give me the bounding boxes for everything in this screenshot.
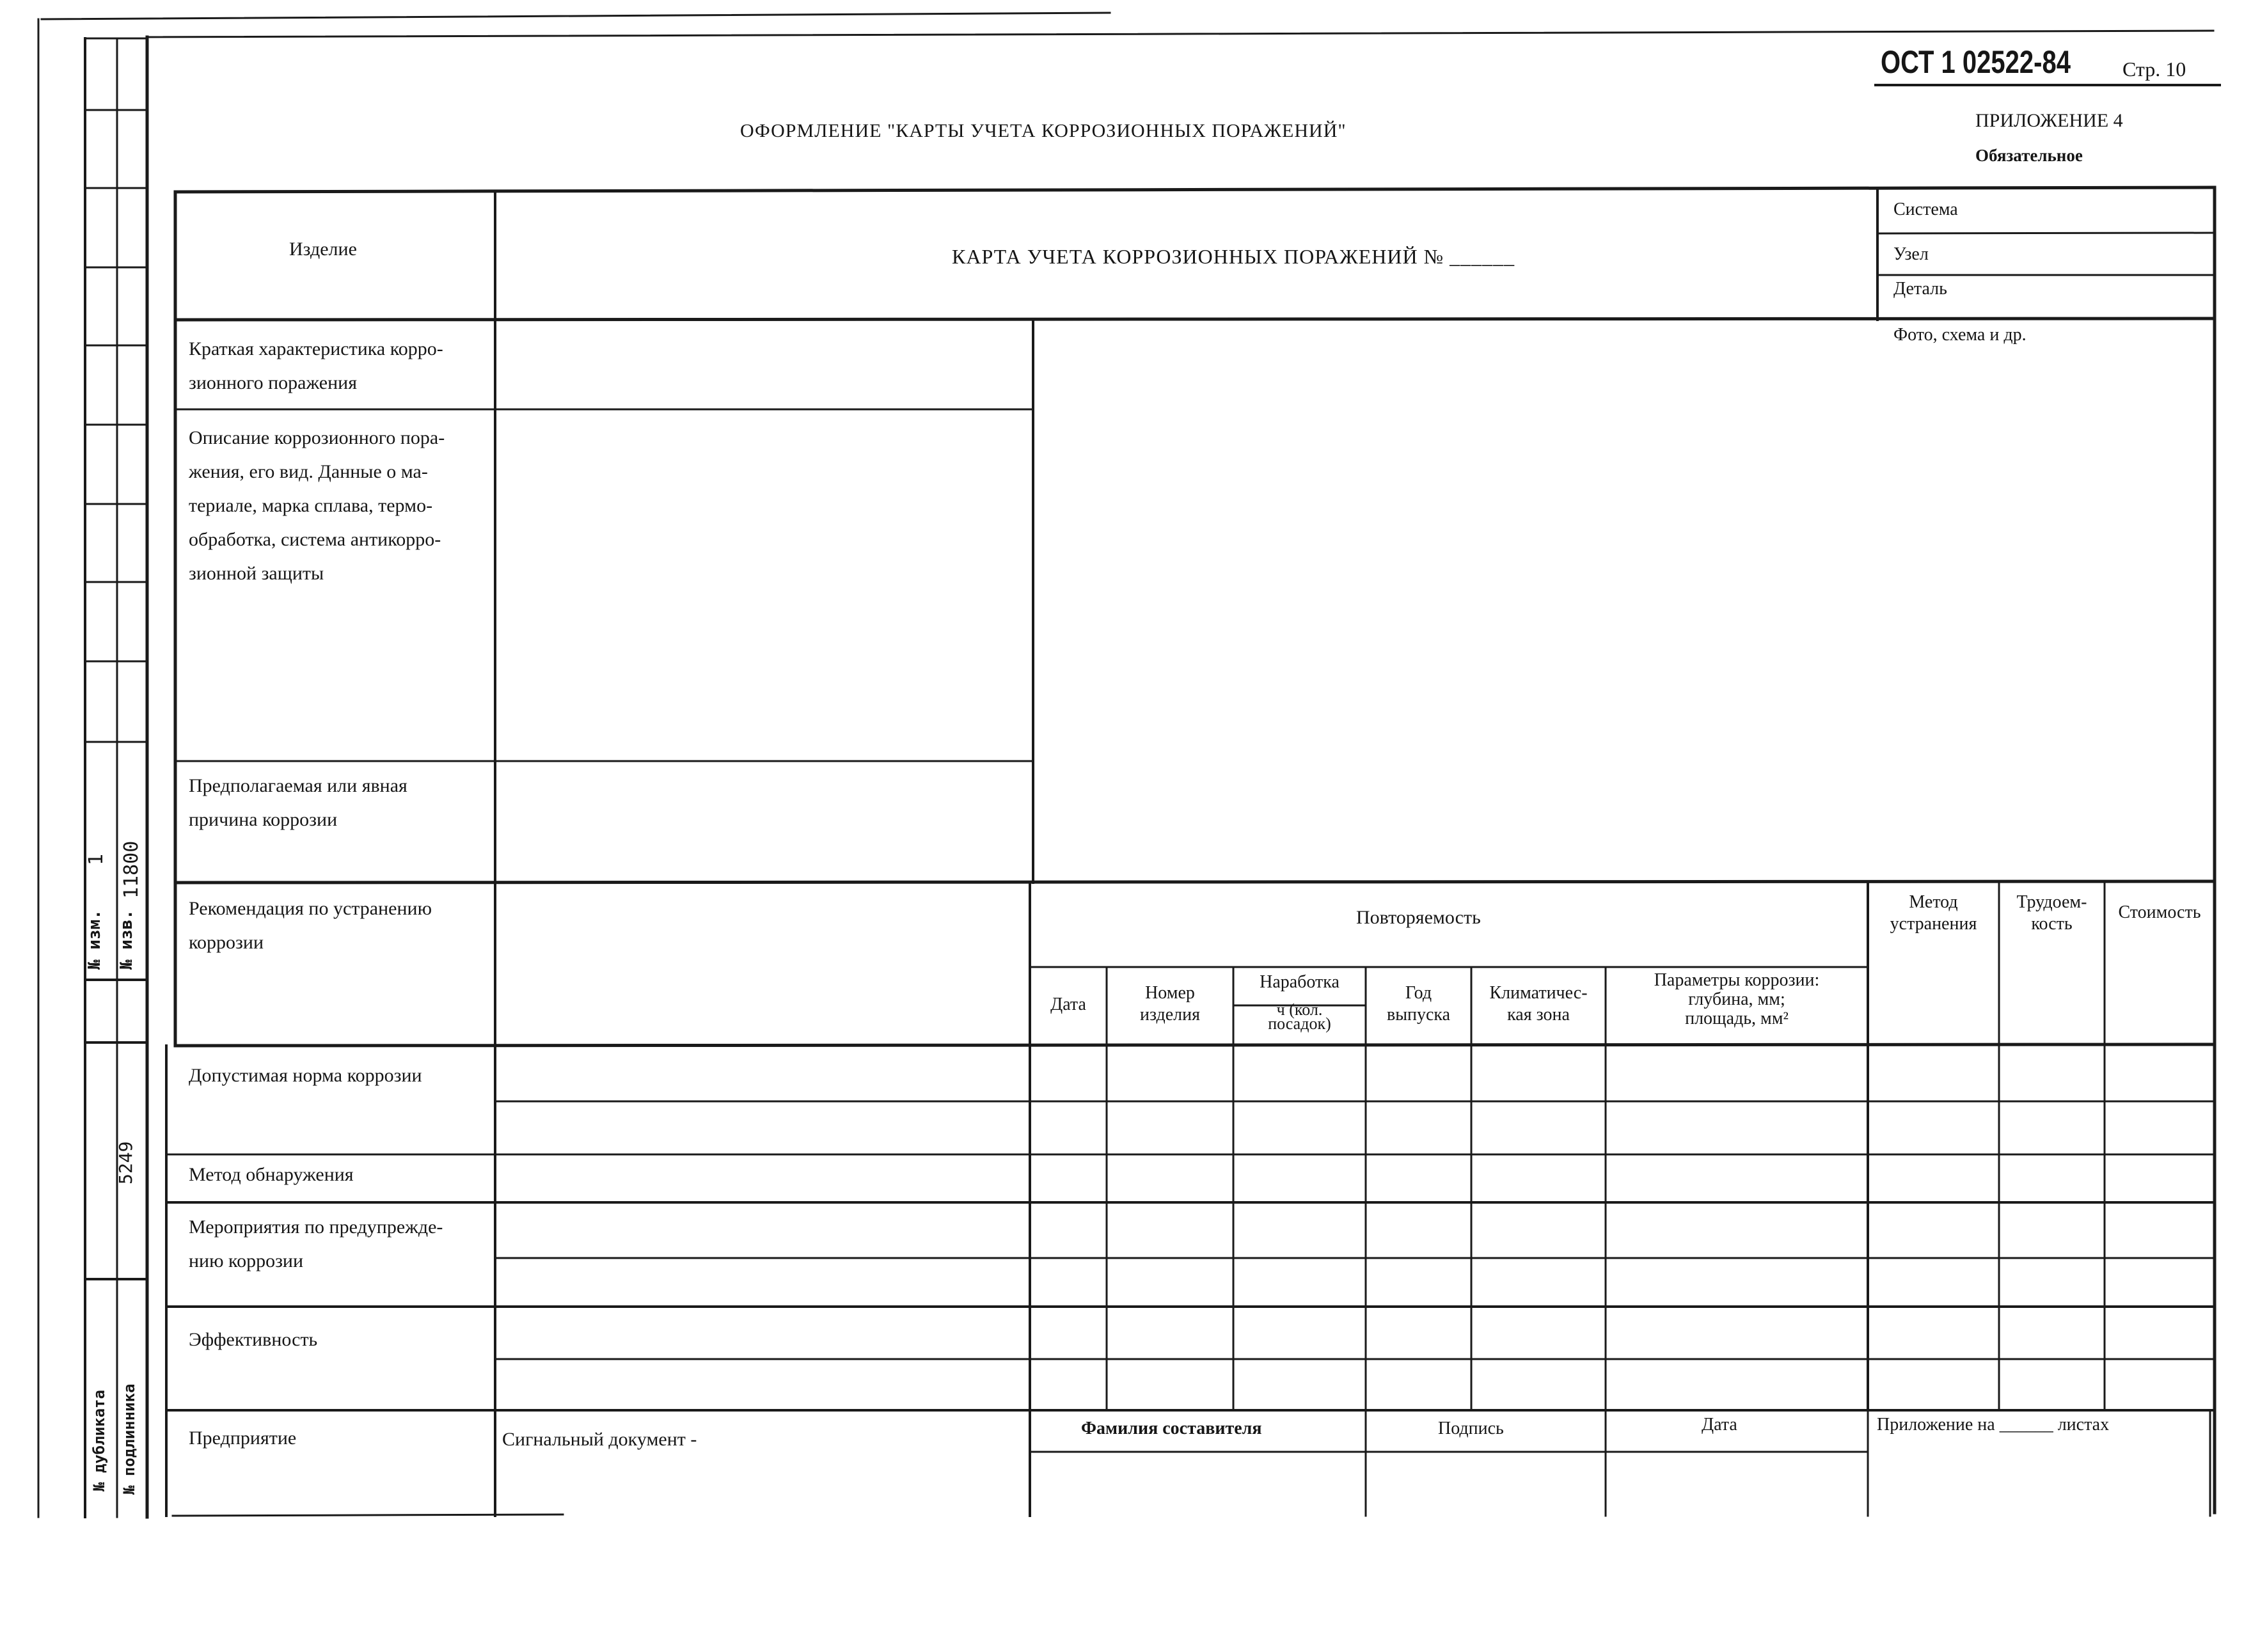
code-value: 5249 <box>115 1141 136 1184</box>
product-label: Изделие <box>289 239 357 260</box>
signal-document-label: Сигнальный документ - <box>502 1429 697 1450</box>
year-header: Год выпуска <box>1386 983 1451 1025</box>
photo-label: Фото, схема и др. <box>1893 325 2027 345</box>
efficiency-label: Эффективность <box>189 1329 318 1350</box>
unit-label: Узел <box>1893 244 1929 264</box>
compiler-label: Фамилия составителя <box>1081 1419 1262 1438</box>
page-number: Стр. 10 <box>2122 58 2186 81</box>
notice-number-label: № изв. <box>117 909 136 970</box>
mandatory-label: Обязательное <box>1975 146 2083 165</box>
norm-label: Допустимая норма коррозии <box>189 1065 422 1086</box>
enterprise-label: Предприятие <box>189 1428 297 1449</box>
item-number-header: Номер изделия <box>1139 983 1201 1025</box>
duplicate-number-label: № дубликата <box>90 1390 108 1491</box>
doc-code: ОСТ 1 02522-84 <box>1881 44 2071 80</box>
params-header: Параметры коррозии: глубина, мм; площадь, мм² <box>1654 970 1820 1028</box>
notice-number-value: 11800 <box>120 840 143 899</box>
signature-label: Подпись <box>1438 1419 1504 1438</box>
date-header: Дата <box>1050 995 1086 1014</box>
runtime-header: Наработка <box>1260 972 1339 992</box>
change-number-label: № изм. <box>85 909 104 970</box>
change-number-value: 1 <box>85 853 107 865</box>
part-label: Деталь <box>1893 279 1947 299</box>
method-header: Метод устранения <box>1890 892 1977 934</box>
climate-header: Климатичес- кая зона <box>1489 983 1588 1025</box>
original-number-label: № подлинника <box>120 1383 138 1495</box>
card-title: КАРТА УЧЕТА КОРРОЗИОННЫХ ПОРАЖЕНИЙ № ______ <box>952 245 1515 268</box>
brief-characteristic-label: Краткая характеристика корро- зионного поражения <box>189 338 443 393</box>
prevention-label: Мероприятия по предупрежде- нию коррозии <box>189 1216 443 1271</box>
page-title: ОФОРМЛЕНИЕ "КАРТЫ УЧЕТА КОРРОЗИОННЫХ ПОРАЖЕНИЙ" <box>740 120 1347 141</box>
system-label: Система <box>1893 200 1958 219</box>
appendix-label: ПРИЛОЖЕНИЕ 4 <box>1975 110 2123 131</box>
recommendation-label: Рекомендация по устранению коррозии <box>189 898 432 953</box>
detection-label: Метод обнаружения <box>189 1164 354 1185</box>
repeatability-title: Повторяемость <box>1356 907 1481 928</box>
runtime-subheader: ч (кол. посадок) <box>1268 1000 1331 1033</box>
labor-header: Трудоем- кость <box>2016 892 2087 934</box>
footer-date-label: Дата <box>1702 1415 1737 1435</box>
description-label: Описание коррозионного пора- жения, его вид. Данные о ма- териале, марка сплава, термо- обработка, система антикорро- зионной защиты <box>189 427 445 584</box>
cost-header: Стоимость <box>2118 902 2201 922</box>
appendix-sheets-label: Приложение на ______ листах <box>1877 1415 2110 1435</box>
cause-label: Предполагаемая или явная причина коррозии <box>189 775 407 830</box>
